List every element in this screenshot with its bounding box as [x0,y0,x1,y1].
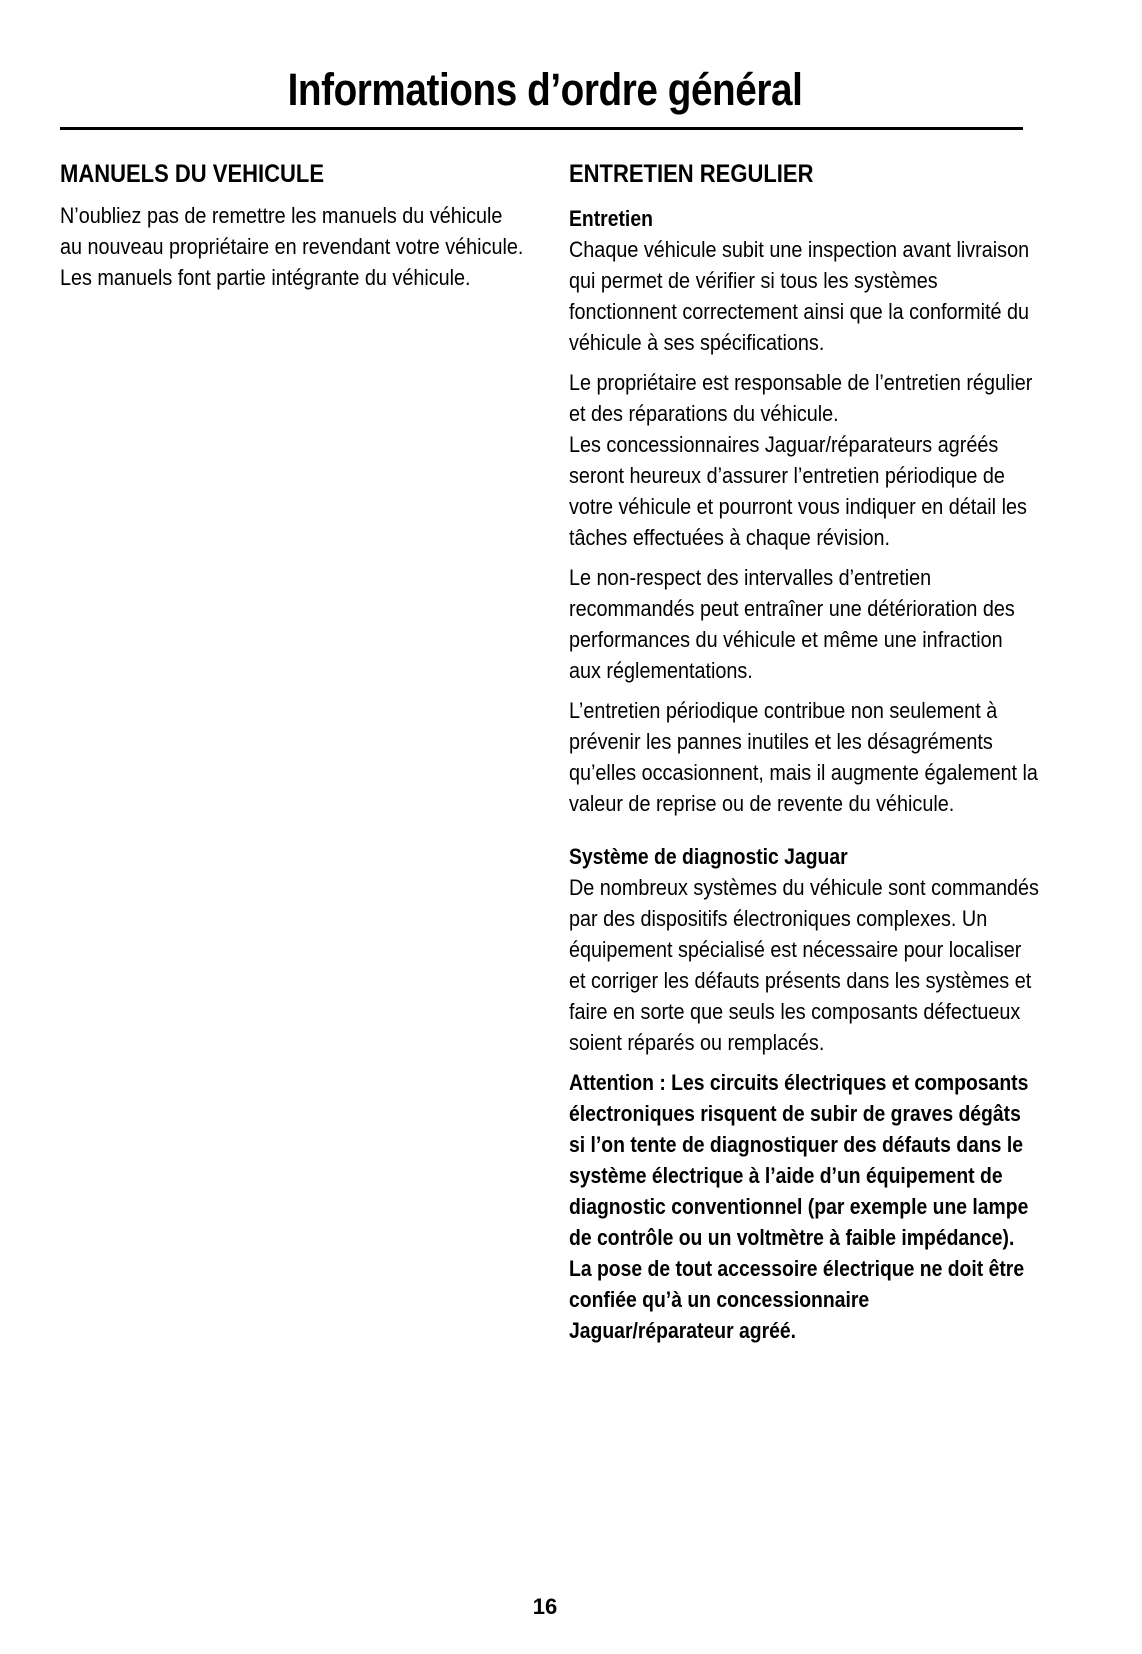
diagnostic-paragraph: De nombreux systèmes du véhicule sont commandés par des dispositifs électroniques complexes. Un équipement spécialisé est nécessaire pour localiser et corriger les défauts présents dans les systèmes et faire en sorte que seuls les composants défectueux soient réparés ou remplacés. [569,875,1039,1055]
right-column [569,158,1039,1346]
maintenance-subheading: Entretien [569,206,653,231]
title-divider [60,127,1023,130]
regular-maintenance-heading: ENTRETIEN REGULIER [569,160,814,188]
right-column-content [569,158,1039,1346]
diagnostic-subheading: Système de diagnostic Jaguar [569,844,848,869]
maintenance-paragraph-inspection: Chaque véhicule subit une inspection avant livraison qui permet de vérifier si tous les systèmes fonctionnent correctement ainsi que la conformité du véhicule à ses spécifications. [569,237,1030,355]
vehicle-manuals-heading: MANUELS DU VEHICULE [60,160,325,188]
maintenance-paragraph-intervals: Le non-respect des intervalles d’entretien recommandés peut entraîner une détérioration des performances du véhicule et même une infraction aux réglementations. [569,565,1015,683]
maintenance-paragraph-owner: Le propriétaire est responsable de l’entretien régulier et des réparations du véhicule. [569,370,1033,426]
left-column-content [60,158,530,293]
spacer [569,828,1039,842]
maintenance-paragraph-dealers: Les concessionnaires Jaguar/réparateurs agréés seront heureux d’assurer l’entretien périodique de votre véhicule et pourront vous indiquer en détail les tâches effectuées à chaque révision. [569,432,1027,550]
vehicle-manuals-paragraph: N’oubliez pas de remettre les manuels du véhicule au nouveau propriétaire en revendant votre véhicule. Les manuels font partie intégrante du véhicule. [60,203,524,290]
left-column [60,158,530,302]
maintenance-paragraph-periodic: L’entretien périodique contribue non seulement à prévenir les pannes inutiles et les désagréments qu’elles occasionnent, mais il augmente également la valeur de reprise ou de revente du véhicule. [569,698,1038,816]
diagnostic-warning: Attention : Les circuits électriques et composants électroniques risquent de subir de graves dégâts si l’on tente de diagnostiquer des défauts dans le système électrique à l’aide d’un équipement de diagnostic conventionnel (par exemple une lampe de contrôle ou un voltmètre à faible impédance). La pose de tout accessoire électrique ne doit être confiée qu’à un concessionnaire Jaguar/réparateur agréé. [569,1070,1029,1343]
page-title: Informations d’ordre général [287,64,803,115]
page-number: 16 [532,1594,558,1619]
